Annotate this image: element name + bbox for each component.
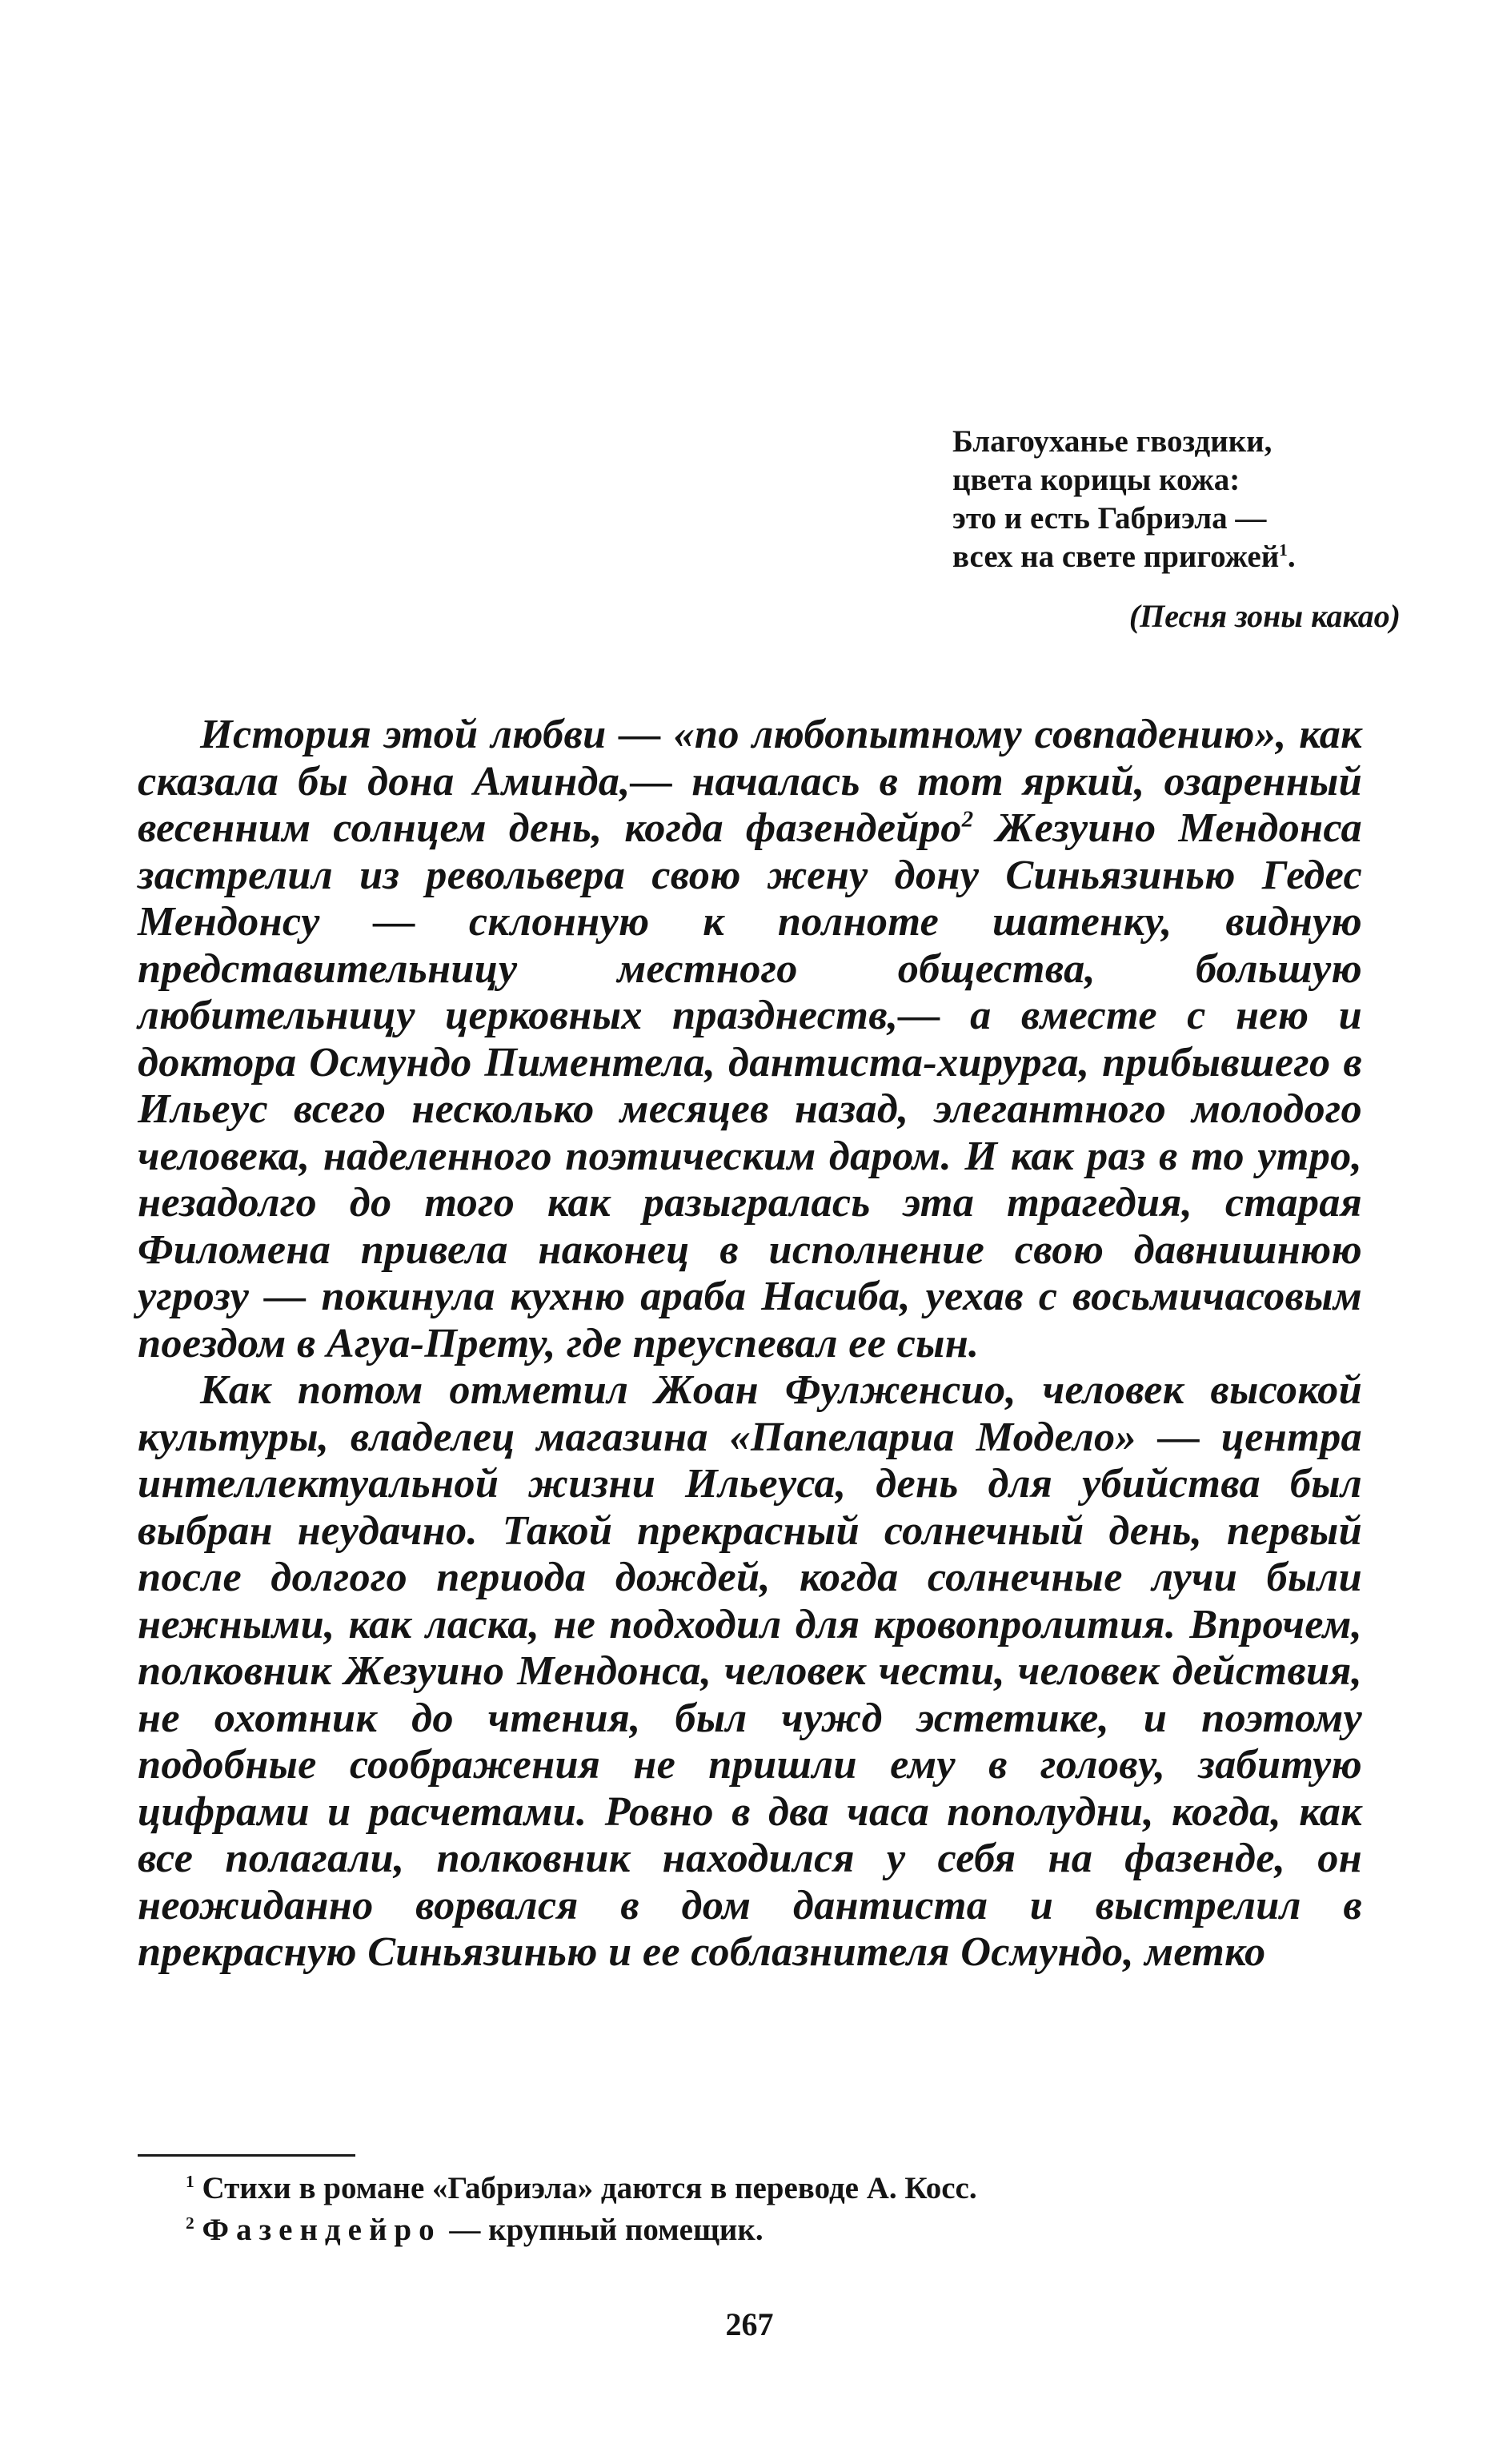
paragraph <box>138 711 1362 1366</box>
footnote-divider <box>138 2154 355 2157</box>
epigraph-verse <box>952 423 1401 576</box>
page-number: 267 <box>725 2306 774 2342</box>
footnote <box>186 2209 1354 2251</box>
footnote <box>186 2168 1354 2209</box>
footnote-ref: 2 <box>961 806 974 833</box>
epigraph-source: (Песня зоны какао) <box>1128 598 1401 634</box>
verse-line-text: всех на свете пригожей <box>952 540 1280 574</box>
verse-line: цвета корицы кожа: <box>952 463 1240 497</box>
main-text <box>138 711 1362 1976</box>
verse-line: Благоуханье гвоздики, <box>952 424 1273 459</box>
footnote-ref: 1 <box>1279 540 1288 560</box>
paragraph-text: История этой любви — «по любопытному совпадению», как сказала бы дона Аминда,— началась в тот яркий, озаренный весенним солнцем день, когда фазендейро <box>138 711 1362 851</box>
verse-line: это и есть Габриэла — <box>952 501 1267 536</box>
paragraph-text: Жезуино Мендонса застрелил из револьвера свою жену дону Синьязинью Гедес Мендонсу — склонную к полноте шатенку, видную представительницу местного общества, большую любительницу церковных празднеств,— а вместе с нею и доктора Осмундо Пиментела, дантиста-хирурга, прибывшего в Ильеус всего несколько месяцев назад, элегантного молодого человека, наделенного поэтическим даром. И как раз в то утро, незадолго до того как разыгралась эта трагедия, старая Филомена привела наконец в исполнение свою давнишнюю угрозу — покинула кухню араба Насиба, уехав с восьмичасовым поездом в Агуа-Прету, где преуспевал ее сын. <box>138 805 1362 1366</box>
footnote-text: — крупный помещик. <box>441 2213 764 2247</box>
footnote-text: Стихи в романе «Габриэла» даются в переводе А. Косс. <box>202 2171 977 2205</box>
footnote-mark: 2 <box>186 2213 194 2233</box>
footnote-term: Фазендейро <box>202 2213 442 2247</box>
footnotes <box>186 2168 1354 2251</box>
verse-line: всех на свете пригожей$^1$. <box>952 540 1296 574</box>
epigraph <box>952 423 1401 637</box>
paragraph: Как потом отметил Жоан Фулженсио, человек высокой культуры, владелец магазина «Папелариа Модело» — центра интеллектуальной жизни Ильеуса, день для убийства был выбран неудачно. Такой прекрасный солнечный день, первый после долгого периода дождей, когда солнечные лучи были нежными, как ласка, не подходил для кровопролития. Впрочем, полковник Жезуино Мендонса, человек чести, человек действия, не охотник до чтения, был чужд эстетике, и поэтому подобные соображения не пришли ему в голову, забитую цифрами и расчетами. Ровно в два часа пополудни, когда, как все полагали, полковник находился у себя на фазенде, он неожиданно ворвался в дом дантиста и выстрелил в прекрасную Синьязинью и ее соблазнителя Осмундо, метко <box>138 1366 1362 1975</box>
footnote-mark: 1 <box>186 2172 194 2191</box>
